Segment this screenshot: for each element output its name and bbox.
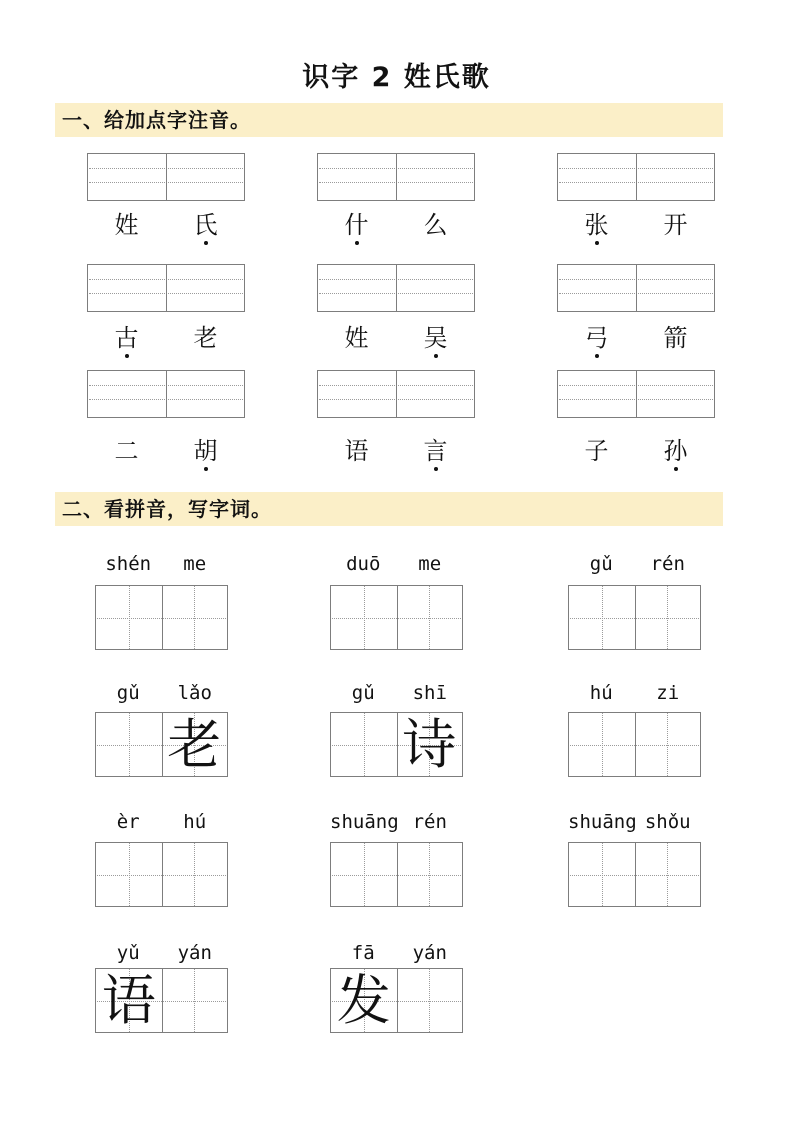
prewritten-character: 语 [101,969,156,1032]
hanzi-character: 言 [423,437,448,465]
hanzi-character: 弓 [584,324,609,352]
hanzi-character: 孙 [663,437,688,465]
grid-center-divider [636,371,637,417]
character-cell [396,325,475,358]
answer-word [557,438,715,471]
character-cell [557,212,636,245]
pinyin-label [330,810,463,834]
character-cell [166,325,245,358]
write-cell [569,586,635,649]
pinyin-syllable: gǔ [351,682,375,704]
write-cell [635,713,701,776]
grid-cells [331,713,462,776]
write-cell [331,843,397,906]
grid-cells [331,843,462,906]
section1-header-text: 一、给加点字注音。 [62,108,251,132]
pinyin-syllable: èr [116,811,140,833]
pinyin-syllable: shǒu [644,811,691,833]
hanzi-character: 二 [114,437,139,465]
hanzi-character: 么 [423,211,448,239]
pinyin-syllable: yǔ [116,942,140,964]
grid-cells [96,969,227,1032]
character-cell [557,325,636,358]
character-cell [636,325,715,358]
section1-header-band [55,103,723,137]
pinyin-four-line-grid [317,264,475,312]
grid-center-divider [396,154,397,200]
character-cell [396,212,475,245]
write-cell [635,586,701,649]
emphasis-dot-marker [674,467,678,471]
pinyin-syllable: shuāng [330,811,399,833]
hanzi-character: 胡 [193,437,218,465]
pinyin-four-line-grid [87,264,245,312]
hanzi-character: 开 [663,211,688,239]
section2-header-band [55,492,723,526]
character-cell [87,438,166,471]
write-cell [331,713,397,776]
emphasis-dot-marker [355,241,359,245]
hanzi-character: 古 [114,324,139,352]
character-cell [317,438,396,471]
pinyin-label [95,552,228,576]
pinyin-four-line-grid [87,153,245,201]
emphasis-dot-marker [204,467,208,471]
grid-cells [569,713,700,776]
pinyin-syllable: duō [346,553,381,575]
write-cell [635,843,701,906]
character-cell [396,438,475,471]
tianzige-writing-grid [95,968,228,1033]
page-title: 识字 2 姓氏歌 [302,62,491,93]
character-cell [317,212,396,245]
write-cell [331,969,397,1032]
pinyin-label [330,552,463,576]
pinyin-label [330,681,463,705]
hanzi-character: 姓 [114,211,139,239]
write-cell [397,713,463,776]
grid-center-divider [166,154,167,200]
grid-center-divider [396,371,397,417]
pinyin-label [95,810,228,834]
tianzige-writing-grid [330,585,463,650]
grid-cells [331,586,462,649]
emphasis-dot-marker [434,467,438,471]
hanzi-character: 张 [584,211,609,239]
prewritten-character: 老 [167,713,222,776]
pinyin-syllable: zi [656,682,680,704]
answer-word [87,212,245,245]
emphasis-dot-marker [125,354,129,358]
write-cell [162,713,228,776]
section2-header-text: 二、看拼音，写字词。 [62,497,272,521]
write-cell [569,843,635,906]
pinyin-four-line-grid [87,370,245,418]
hanzi-character: 什 [344,211,369,239]
character-cell [166,212,245,245]
pinyin-syllable: hú [183,811,207,833]
answer-word [317,438,475,471]
grid-cells [96,713,227,776]
pinyin-syllable: lǎo [177,682,212,704]
tianzige-writing-grid [568,712,701,777]
pinyin-syllable: shuāng [568,811,637,833]
pinyin-four-line-grid [557,264,715,312]
character-cell [87,325,166,358]
pinyin-syllable: shén [105,553,152,575]
emphasis-dot-marker [434,354,438,358]
write-cell [397,843,463,906]
grid-cells [331,969,462,1032]
character-cell [557,438,636,471]
pinyin-syllable: shī [412,682,447,704]
pinyin-label [95,941,228,965]
write-cell [162,586,228,649]
tianzige-writing-grid [568,842,701,907]
hanzi-character: 姓 [344,324,369,352]
pinyin-syllable: me [183,553,207,575]
character-cell [166,438,245,471]
grid-center-divider [636,265,637,311]
pinyin-syllable: yán [412,942,447,964]
character-cell [317,325,396,358]
pinyin-syllable: hú [589,682,613,704]
write-cell [397,586,463,649]
pinyin-four-line-grid [557,370,715,418]
hanzi-character: 箭 [663,324,688,352]
answer-word [557,212,715,245]
write-cell [96,843,162,906]
answer-word [87,438,245,471]
write-cell [96,713,162,776]
answer-word [317,212,475,245]
grid-center-divider [166,265,167,311]
pinyin-syllable: rén [650,553,685,575]
answer-word [87,325,245,358]
grid-center-divider [166,371,167,417]
grid-cells [96,843,227,906]
pinyin-four-line-grid [317,370,475,418]
write-cell [162,843,228,906]
grid-center-divider [396,265,397,311]
pinyin-four-line-grid [557,153,715,201]
emphasis-dot-marker [595,241,599,245]
tianzige-writing-grid [330,712,463,777]
pinyin-syllable: fā [351,942,375,964]
prewritten-character: 诗 [402,713,457,776]
answer-word [317,325,475,358]
answer-word [557,325,715,358]
character-cell [87,212,166,245]
pinyin-syllable: rén [412,811,447,833]
character-cell [636,212,715,245]
write-cell [569,713,635,776]
write-cell [162,969,228,1032]
pinyin-label [568,810,701,834]
grid-center-divider [636,154,637,200]
hanzi-character: 老 [193,324,218,352]
character-cell [636,438,715,471]
hanzi-character: 语 [344,437,369,465]
grid-cells [96,586,227,649]
write-cell [331,586,397,649]
write-cell [397,969,463,1032]
grid-cells [569,843,700,906]
pinyin-label [568,552,701,576]
tianzige-writing-grid [330,968,463,1033]
pinyin-label [330,941,463,965]
pinyin-syllable: yán [177,942,212,964]
hanzi-character: 吴 [423,324,448,352]
tianzige-writing-grid [330,842,463,907]
emphasis-dot-marker [204,241,208,245]
write-cell [96,586,162,649]
write-cell [96,969,162,1032]
pinyin-syllable: gǔ [116,682,140,704]
hanzi-character: 子 [584,437,609,465]
prewritten-character: 发 [336,969,391,1032]
tianzige-writing-grid [568,585,701,650]
hanzi-character: 氏 [193,211,218,239]
pinyin-label [568,681,701,705]
emphasis-dot-marker [595,354,599,358]
grid-cells [569,586,700,649]
tianzige-writing-grid [95,712,228,777]
tianzige-writing-grid [95,585,228,650]
pinyin-syllable: me [418,553,442,575]
pinyin-label [95,681,228,705]
pinyin-four-line-grid [317,153,475,201]
pinyin-syllable: gǔ [589,553,613,575]
tianzige-writing-grid [95,842,228,907]
